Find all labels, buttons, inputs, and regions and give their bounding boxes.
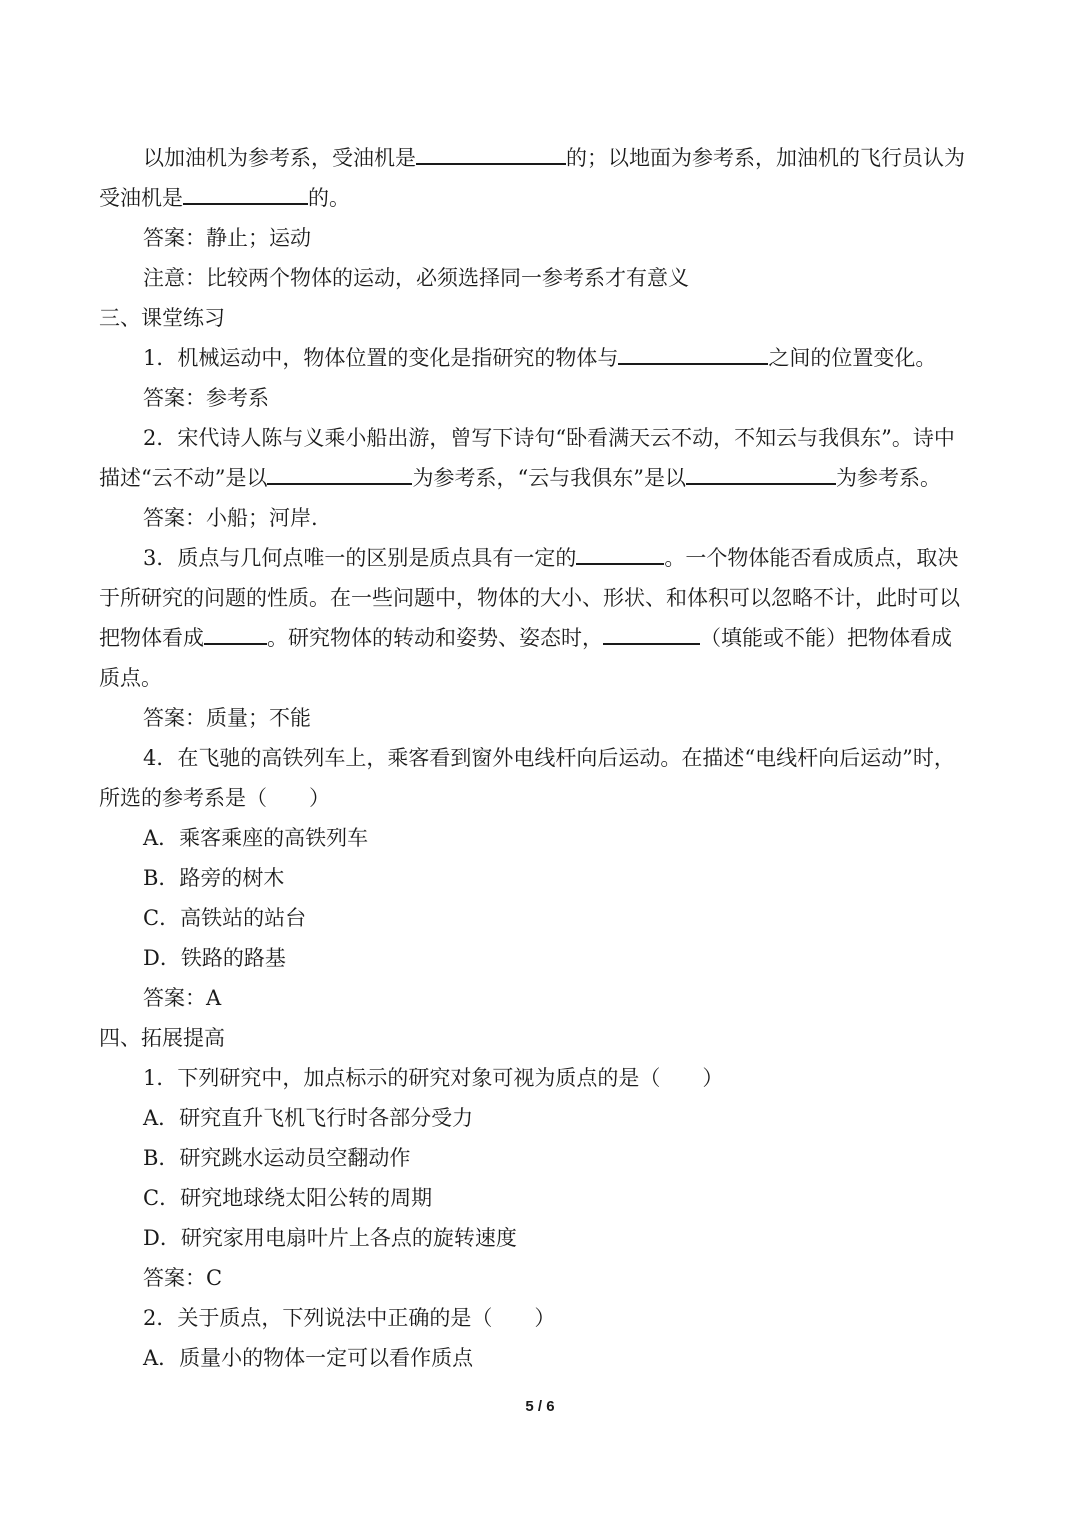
option-b: B．路旁的树木 — [143, 866, 285, 890]
question-line: 1．机械运动中，物体位置的变化是指研究的物体与 之间的位置变化。 — [143, 343, 936, 373]
option-c: C．研究地球绕太阳公转的周期 — [143, 1186, 433, 1210]
question-line: 于所研究的问题的性质。在一些问题中，物体的大小、形状、和体积可以忽略不计，此时可以 — [99, 586, 960, 610]
question-line: 3．质点与几何点唯一的区别是质点具有一定的 。一个物体能否看成质点，取决 — [143, 543, 958, 573]
option-a: A．研究直升飞机飞行时各部分受力 — [143, 1106, 474, 1130]
section-heading: 三、课堂练习 — [99, 306, 225, 330]
question-line: 质点。 — [99, 666, 162, 690]
note-line: 注意：比较两个物体的运动，必须选择同一参考系才有意义 — [143, 266, 689, 290]
question-line: 所选的参考系是（ ） — [99, 786, 330, 810]
answer-blank — [603, 623, 700, 645]
paragraph-line: 以加油机为参考系，受油机是 的；以地面为参考系，加油机的飞行员认为 — [143, 143, 965, 173]
answer-line: 答案：参考系 — [143, 386, 269, 410]
answer-line: 答案：质量；不能 — [143, 706, 311, 730]
question-line: 2．关于质点，下列说法中正确的是（ ） — [143, 1306, 556, 1330]
question-line: 描述“云不动”是以 为参考系，“云与我俱东”是以 为参考系。 — [99, 463, 941, 493]
option-d: D．铁路的路基 — [143, 946, 286, 970]
answer-blank — [183, 183, 308, 205]
question-line: 4．在飞驰的高铁列车上，乘客看到窗外电线杆向后运动。在描述“电线杆向后运动”时， — [143, 746, 955, 770]
answer-blank — [204, 623, 267, 645]
answer-line: 答案：小船；河岸. — [143, 506, 318, 530]
section-heading: 四、拓展提高 — [99, 1026, 225, 1050]
option-a: A．质量小的物体一定可以看作质点 — [143, 1346, 474, 1370]
option-a: A．乘客乘座的高铁列车 — [143, 826, 369, 850]
option-b: B．研究跳水运动员空翻动作 — [143, 1146, 411, 1170]
answer-line: 答案：C — [143, 1266, 223, 1290]
paragraph-line: 受油机是 的。 — [99, 183, 350, 213]
option-d: D．研究家用电扇叶片上各点的旋转速度 — [143, 1226, 517, 1250]
answer-blank — [618, 343, 768, 365]
answer-blank — [686, 463, 836, 485]
question-line: 2．宋代诗人陈与义乘小船出游，曾写下诗句“卧看满天云不动，不知云与我俱东”。诗中 — [143, 426, 955, 450]
answer-line: 答案：静止；运动 — [143, 226, 311, 250]
answer-line: 答案：A — [143, 986, 222, 1010]
question-line: 把物体看成 。研究物体的转动和姿势、姿态时， （填能或不能）把物体看成 — [99, 623, 952, 653]
page-number: 5 / 6 — [525, 1398, 555, 1415]
answer-blank — [416, 143, 566, 165]
answer-blank — [576, 543, 664, 565]
question-line: 1．下列研究中，加点标示的研究对象可视为质点的是（ ） — [143, 1066, 724, 1090]
option-c: C．高铁站的站台 — [143, 906, 307, 930]
answer-blank — [267, 463, 412, 485]
